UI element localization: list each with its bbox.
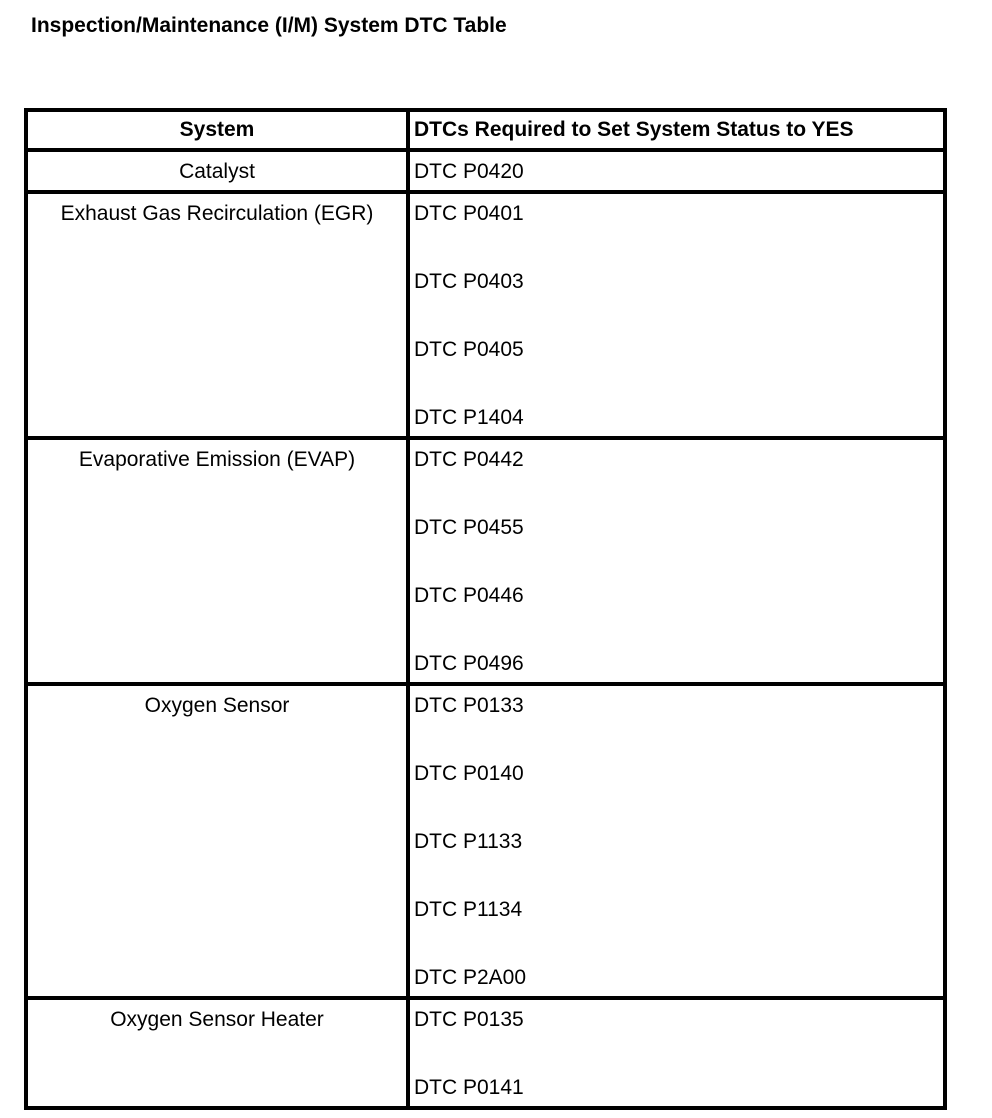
dtc-code: DTC P0403 — [414, 270, 524, 293]
table-row — [26, 998, 945, 1108]
dtc-cell — [408, 192, 945, 438]
dtc-code: DTC P1134 — [414, 898, 523, 921]
table-row — [26, 192, 945, 438]
dtc-table — [24, 108, 947, 1110]
header-system: System — [26, 110, 408, 150]
dtc-code: DTC P1133 — [414, 830, 523, 853]
dtc-code: DTC P0133 — [414, 694, 524, 717]
dtc-code: DTC P0455 — [414, 516, 524, 539]
dtc-code: DTC P0401 — [414, 202, 524, 225]
dtc-code: DTC P0420 — [414, 160, 524, 183]
dtc-cell — [408, 998, 945, 1108]
dtc-code: DTC P0141 — [414, 1076, 524, 1099]
dtc-cell — [408, 150, 945, 192]
system-cell: Oxygen Sensor Heater — [26, 998, 408, 1108]
table-row — [26, 150, 945, 192]
table-header-row — [26, 110, 945, 150]
page-title: Inspection/Maintenance (I/M) System DTC Table — [31, 14, 507, 37]
header-dtcs: DTCs Required to Set System Status to YES — [408, 110, 945, 150]
dtc-cell — [408, 684, 945, 998]
dtc-code: DTC P2A00 — [414, 966, 527, 989]
dtc-code: DTC P0496 — [414, 652, 524, 675]
table-row — [26, 438, 945, 684]
dtc-code: DTC P0140 — [414, 762, 524, 785]
dtc-code: DTC P0135 — [414, 1008, 524, 1031]
system-cell: Exhaust Gas Recirculation (EGR) — [26, 192, 408, 438]
system-cell: Oxygen Sensor — [26, 684, 408, 998]
dtc-cell — [408, 438, 945, 684]
system-cell: Evaporative Emission (EVAP) — [26, 438, 408, 684]
table-row — [26, 684, 945, 998]
dtc-code: DTC P0442 — [414, 448, 524, 471]
system-cell: Catalyst — [26, 150, 408, 192]
dtc-code: DTC P0405 — [414, 338, 524, 361]
dtc-code: DTC P1404 — [414, 406, 524, 429]
dtc-code: DTC P0446 — [414, 584, 524, 607]
